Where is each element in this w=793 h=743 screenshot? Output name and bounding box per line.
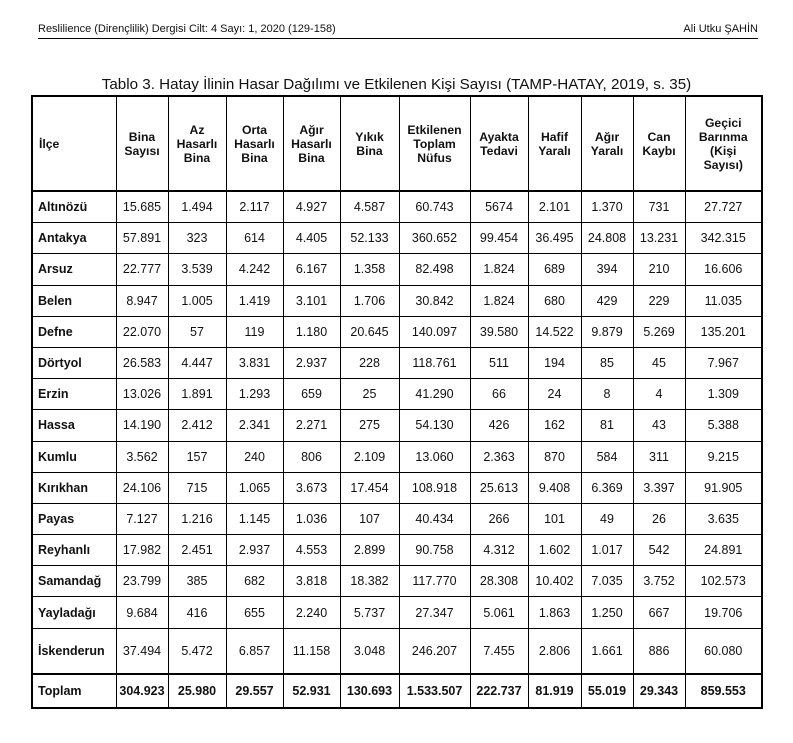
district-name: Reyhanlı bbox=[32, 535, 116, 566]
table-row bbox=[32, 254, 762, 285]
column-header-line: Can bbox=[647, 129, 671, 144]
value-cell: 194 bbox=[528, 347, 581, 378]
value-cell: 27.727 bbox=[685, 191, 762, 223]
value-cell: 542 bbox=[633, 535, 685, 566]
value-cell: 13.060 bbox=[399, 441, 470, 472]
column-header bbox=[226, 96, 283, 191]
value-cell: 36.495 bbox=[528, 223, 581, 254]
total-row bbox=[32, 674, 762, 708]
value-cell: 1.216 bbox=[168, 503, 226, 534]
damage-table bbox=[31, 95, 763, 709]
column-header-line: Ayakta bbox=[479, 129, 519, 144]
value-cell: 119 bbox=[226, 316, 283, 347]
value-cell: 1.036 bbox=[283, 503, 340, 534]
value-cell: 60.080 bbox=[685, 628, 762, 674]
value-cell: 18.382 bbox=[340, 566, 399, 597]
value-cell: 246.207 bbox=[399, 628, 470, 674]
value-cell: 360.652 bbox=[399, 223, 470, 254]
value-cell: 24 bbox=[528, 379, 581, 410]
table-row bbox=[32, 472, 762, 503]
column-header-line: Ağır bbox=[594, 129, 620, 144]
value-cell: 5674 bbox=[470, 191, 528, 223]
value-cell: 81.919 bbox=[528, 674, 581, 708]
value-cell: 1.824 bbox=[470, 285, 528, 316]
value-cell: 689 bbox=[528, 254, 581, 285]
value-cell: 7.127 bbox=[116, 503, 168, 534]
value-cell: 4.587 bbox=[340, 191, 399, 223]
value-cell: 157 bbox=[168, 441, 226, 472]
value-cell: 9.408 bbox=[528, 472, 581, 503]
value-cell: 30.842 bbox=[399, 285, 470, 316]
value-cell: 13.026 bbox=[116, 379, 168, 410]
table-row bbox=[32, 316, 762, 347]
value-cell: 19.706 bbox=[685, 597, 762, 628]
column-header-line: Kaybı bbox=[642, 143, 676, 158]
value-cell: 511 bbox=[470, 347, 528, 378]
column-header-line: Yaralı bbox=[538, 143, 571, 158]
district-name: Dörtyol bbox=[32, 347, 116, 378]
column-header-line: Geçici bbox=[704, 115, 742, 130]
value-cell: 731 bbox=[633, 191, 685, 223]
column-header-line: Az bbox=[189, 122, 205, 137]
value-cell: 1.370 bbox=[581, 191, 633, 223]
column-header-line: Toplam bbox=[413, 136, 456, 151]
value-cell: 25.613 bbox=[470, 472, 528, 503]
value-cell: 5.388 bbox=[685, 410, 762, 441]
value-cell: 91.905 bbox=[685, 472, 762, 503]
value-cell: 1.494 bbox=[168, 191, 226, 223]
table-header-row bbox=[32, 96, 762, 191]
value-cell: 1.824 bbox=[470, 254, 528, 285]
value-cell: 342.315 bbox=[685, 223, 762, 254]
value-cell: 3.539 bbox=[168, 254, 226, 285]
value-cell: 7.455 bbox=[470, 628, 528, 674]
value-cell: 210 bbox=[633, 254, 685, 285]
value-cell: 118.761 bbox=[399, 347, 470, 378]
value-cell: 1.533.507 bbox=[399, 674, 470, 708]
value-cell: 3.562 bbox=[116, 441, 168, 472]
column-header-line: Ağır bbox=[299, 122, 324, 137]
value-cell: 304.923 bbox=[116, 674, 168, 708]
value-cell: 5.472 bbox=[168, 628, 226, 674]
value-cell: 28.308 bbox=[470, 566, 528, 597]
table-row bbox=[32, 597, 762, 628]
value-cell: 135.201 bbox=[685, 316, 762, 347]
value-cell: 9.684 bbox=[116, 597, 168, 628]
value-cell: 2.937 bbox=[226, 535, 283, 566]
value-cell: 1.863 bbox=[528, 597, 581, 628]
value-cell: 40.434 bbox=[399, 503, 470, 534]
value-cell: 2.101 bbox=[528, 191, 581, 223]
value-cell: 3.397 bbox=[633, 472, 685, 503]
table-row bbox=[32, 566, 762, 597]
district-name: Altınözü bbox=[32, 191, 116, 223]
column-header-line: Bina bbox=[241, 150, 268, 165]
value-cell: 2.451 bbox=[168, 535, 226, 566]
column-header-line: Sayısı) bbox=[703, 157, 743, 172]
value-cell: 4.927 bbox=[283, 191, 340, 223]
value-cell: 25.980 bbox=[168, 674, 226, 708]
value-cell: 55.019 bbox=[581, 674, 633, 708]
value-cell: 2.341 bbox=[226, 410, 283, 441]
column-header-line: Sayısı bbox=[124, 143, 160, 158]
column-header bbox=[528, 96, 581, 191]
column-header-line: Yıkık bbox=[355, 129, 384, 144]
district-name: Payas bbox=[32, 503, 116, 534]
value-cell: 27.347 bbox=[399, 597, 470, 628]
value-cell: 385 bbox=[168, 566, 226, 597]
column-header-line: Bina bbox=[356, 143, 383, 158]
value-cell: 29.343 bbox=[633, 674, 685, 708]
value-cell: 266 bbox=[470, 503, 528, 534]
table-body bbox=[32, 191, 762, 708]
value-cell: 7.035 bbox=[581, 566, 633, 597]
table-row bbox=[32, 410, 762, 441]
value-cell: 102.573 bbox=[685, 566, 762, 597]
value-cell: 426 bbox=[470, 410, 528, 441]
table-row bbox=[32, 628, 762, 674]
value-cell: 15.685 bbox=[116, 191, 168, 223]
value-cell: 5.061 bbox=[470, 597, 528, 628]
value-cell: 22.070 bbox=[116, 316, 168, 347]
value-cell: 1.891 bbox=[168, 379, 226, 410]
value-cell: 6.857 bbox=[226, 628, 283, 674]
value-cell: 655 bbox=[226, 597, 283, 628]
value-cell: 10.402 bbox=[528, 566, 581, 597]
value-cell: 859.553 bbox=[685, 674, 762, 708]
value-cell: 57.891 bbox=[116, 223, 168, 254]
value-cell: 16.606 bbox=[685, 254, 762, 285]
column-header-line: Hasarlı bbox=[234, 136, 275, 151]
value-cell: 2.806 bbox=[528, 628, 581, 674]
table-row bbox=[32, 223, 762, 254]
value-cell: 57 bbox=[168, 316, 226, 347]
value-cell: 4.312 bbox=[470, 535, 528, 566]
value-cell: 49 bbox=[581, 503, 633, 534]
value-cell: 659 bbox=[283, 379, 340, 410]
value-cell: 85 bbox=[581, 347, 633, 378]
value-cell: 130.693 bbox=[340, 674, 399, 708]
value-cell: 107 bbox=[340, 503, 399, 534]
column-header-line: Tedavi bbox=[480, 143, 518, 158]
district-name: Kumlu bbox=[32, 441, 116, 472]
column-header bbox=[470, 96, 528, 191]
value-cell: 3.101 bbox=[283, 285, 340, 316]
district-name: Arsuz bbox=[32, 254, 116, 285]
value-cell: 240 bbox=[226, 441, 283, 472]
table-row bbox=[32, 285, 762, 316]
value-cell: 1.017 bbox=[581, 535, 633, 566]
column-header-line: Barınma bbox=[698, 129, 748, 144]
value-cell: 222.737 bbox=[470, 674, 528, 708]
value-cell: 5.269 bbox=[633, 316, 685, 347]
value-cell: 1.419 bbox=[226, 285, 283, 316]
value-cell: 3.818 bbox=[283, 566, 340, 597]
value-cell: 82.498 bbox=[399, 254, 470, 285]
value-cell: 3.635 bbox=[685, 503, 762, 534]
value-cell: 24.106 bbox=[116, 472, 168, 503]
value-cell: 4.242 bbox=[226, 254, 283, 285]
value-cell: 2.240 bbox=[283, 597, 340, 628]
column-header-line: Bina bbox=[183, 150, 211, 165]
value-cell: 4.553 bbox=[283, 535, 340, 566]
value-cell: 11.035 bbox=[685, 285, 762, 316]
value-cell: 20.645 bbox=[340, 316, 399, 347]
value-cell: 2.412 bbox=[168, 410, 226, 441]
value-cell: 41.290 bbox=[399, 379, 470, 410]
district-name: Kırıkhan bbox=[32, 472, 116, 503]
value-cell: 6.167 bbox=[283, 254, 340, 285]
table-row bbox=[32, 347, 762, 378]
value-cell: 108.918 bbox=[399, 472, 470, 503]
value-cell: 394 bbox=[581, 254, 633, 285]
value-cell: 1.005 bbox=[168, 285, 226, 316]
district-name: Toplam bbox=[32, 674, 116, 708]
value-cell: 275 bbox=[340, 410, 399, 441]
column-header bbox=[685, 96, 762, 191]
value-cell: 7.967 bbox=[685, 347, 762, 378]
value-cell: 5.737 bbox=[340, 597, 399, 628]
value-cell: 886 bbox=[633, 628, 685, 674]
value-cell: 416 bbox=[168, 597, 226, 628]
table-row bbox=[32, 535, 762, 566]
value-cell: 2.109 bbox=[340, 441, 399, 472]
value-cell: 2.363 bbox=[470, 441, 528, 472]
value-cell: 1.309 bbox=[685, 379, 762, 410]
value-cell: 14.522 bbox=[528, 316, 581, 347]
value-cell: 1.358 bbox=[340, 254, 399, 285]
value-cell: 2.937 bbox=[283, 347, 340, 378]
column-header-line: Hasarlı bbox=[291, 136, 332, 151]
table-row bbox=[32, 379, 762, 410]
table-row bbox=[32, 191, 762, 223]
value-cell: 4.405 bbox=[283, 223, 340, 254]
value-cell: 3.048 bbox=[340, 628, 399, 674]
value-cell: 162 bbox=[528, 410, 581, 441]
value-cell: 54.130 bbox=[399, 410, 470, 441]
value-cell: 2.271 bbox=[283, 410, 340, 441]
district-name: Hassa bbox=[32, 410, 116, 441]
value-cell: 17.982 bbox=[116, 535, 168, 566]
column-header bbox=[581, 96, 633, 191]
value-cell: 22.777 bbox=[116, 254, 168, 285]
value-cell: 584 bbox=[581, 441, 633, 472]
column-header-line: Nüfus bbox=[417, 150, 452, 165]
column-header bbox=[32, 96, 116, 191]
column-header bbox=[116, 96, 168, 191]
value-cell: 2.117 bbox=[226, 191, 283, 223]
value-cell: 2.899 bbox=[340, 535, 399, 566]
value-cell: 90.758 bbox=[399, 535, 470, 566]
value-cell: 682 bbox=[226, 566, 283, 597]
value-cell: 37.494 bbox=[116, 628, 168, 674]
value-cell: 1.250 bbox=[581, 597, 633, 628]
column-header-line: İlçe bbox=[39, 136, 60, 151]
value-cell: 1.065 bbox=[226, 472, 283, 503]
value-cell: 6.369 bbox=[581, 472, 633, 503]
value-cell: 26 bbox=[633, 503, 685, 534]
value-cell: 806 bbox=[283, 441, 340, 472]
value-cell: 9.215 bbox=[685, 441, 762, 472]
value-cell: 3.831 bbox=[226, 347, 283, 378]
column-header-line: Etkilenen bbox=[407, 122, 462, 137]
value-cell: 101 bbox=[528, 503, 581, 534]
value-cell: 1.145 bbox=[226, 503, 283, 534]
table-caption: Tablo 3. Hatay İlinin Hasar Dağılımı ve Etkilenen Kişi Sayısı (TAMP-HATAY, 2019, s. 35) bbox=[101, 76, 692, 93]
value-cell: 25 bbox=[340, 379, 399, 410]
column-header-line: (Kişi bbox=[710, 143, 737, 158]
column-header bbox=[340, 96, 399, 191]
value-cell: 117.770 bbox=[399, 566, 470, 597]
value-cell: 1.293 bbox=[226, 379, 283, 410]
value-cell: 8.947 bbox=[116, 285, 168, 316]
value-cell: 8 bbox=[581, 379, 633, 410]
value-cell: 14.190 bbox=[116, 410, 168, 441]
value-cell: 3.673 bbox=[283, 472, 340, 503]
value-cell: 11.158 bbox=[283, 628, 340, 674]
author-name: Ali Utku ŞAHİN bbox=[683, 23, 758, 35]
column-header bbox=[168, 96, 226, 191]
value-cell: 1.602 bbox=[528, 535, 581, 566]
value-cell: 52.133 bbox=[340, 223, 399, 254]
table-row bbox=[32, 441, 762, 472]
value-cell: 39.580 bbox=[470, 316, 528, 347]
district-name: Belen bbox=[32, 285, 116, 316]
value-cell: 1.180 bbox=[283, 316, 340, 347]
value-cell: 614 bbox=[226, 223, 283, 254]
column-header-line: Yaralı bbox=[590, 143, 624, 158]
column-header-line: Hasarlı bbox=[176, 136, 218, 151]
district-name: İskenderun bbox=[32, 628, 116, 674]
district-name: Defne bbox=[32, 316, 116, 347]
value-cell: 870 bbox=[528, 441, 581, 472]
district-name: Samandağ bbox=[32, 566, 116, 597]
value-cell: 43 bbox=[633, 410, 685, 441]
column-header bbox=[633, 96, 685, 191]
value-cell: 667 bbox=[633, 597, 685, 628]
value-cell: 52.931 bbox=[283, 674, 340, 708]
value-cell: 1.661 bbox=[581, 628, 633, 674]
value-cell: 429 bbox=[581, 285, 633, 316]
column-header bbox=[283, 96, 340, 191]
district-name: Antakya bbox=[32, 223, 116, 254]
value-cell: 715 bbox=[168, 472, 226, 503]
column-header-line: Bina bbox=[298, 150, 325, 165]
column-header-line: Hafif bbox=[540, 129, 569, 144]
value-cell: 81 bbox=[581, 410, 633, 441]
value-cell: 45 bbox=[633, 347, 685, 378]
value-cell: 228 bbox=[340, 347, 399, 378]
district-name: Erzin bbox=[32, 379, 116, 410]
value-cell: 4.447 bbox=[168, 347, 226, 378]
value-cell: 17.454 bbox=[340, 472, 399, 503]
table-row bbox=[32, 503, 762, 534]
value-cell: 311 bbox=[633, 441, 685, 472]
value-cell: 66 bbox=[470, 379, 528, 410]
value-cell: 23.799 bbox=[116, 566, 168, 597]
value-cell: 3.752 bbox=[633, 566, 685, 597]
value-cell: 229 bbox=[633, 285, 685, 316]
value-cell: 4 bbox=[633, 379, 685, 410]
value-cell: 323 bbox=[168, 223, 226, 254]
value-cell: 26.583 bbox=[116, 347, 168, 378]
value-cell: 29.557 bbox=[226, 674, 283, 708]
running-header bbox=[38, 20, 758, 39]
journal-citation: Reslilience (Dirençlilik) Dergisi Cilt: 4 Sayı: 1, 2020 (129-158) bbox=[38, 23, 336, 35]
value-cell: 13.231 bbox=[633, 223, 685, 254]
column-header-line: Bina bbox=[128, 129, 156, 144]
value-cell: 140.097 bbox=[399, 316, 470, 347]
value-cell: 9.879 bbox=[581, 316, 633, 347]
value-cell: 24.808 bbox=[581, 223, 633, 254]
value-cell: 60.743 bbox=[399, 191, 470, 223]
value-cell: 24.891 bbox=[685, 535, 762, 566]
value-cell: 1.706 bbox=[340, 285, 399, 316]
value-cell: 680 bbox=[528, 285, 581, 316]
value-cell: 99.454 bbox=[470, 223, 528, 254]
column-header bbox=[399, 96, 470, 191]
column-header-line: Orta bbox=[241, 122, 268, 137]
district-name: Yayladağı bbox=[32, 597, 116, 628]
